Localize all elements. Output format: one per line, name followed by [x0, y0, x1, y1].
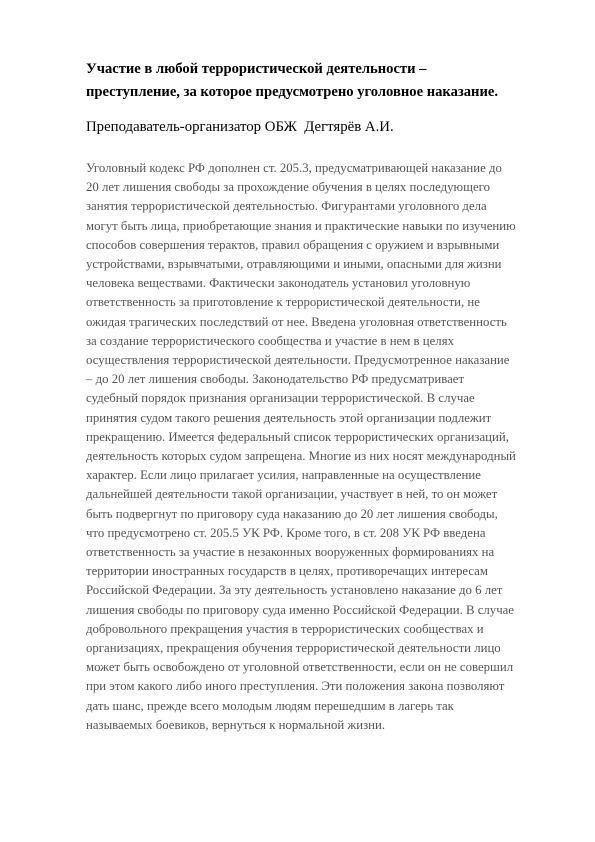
body-line: способов совершения терактов, правил обращения с оружием и взрывными	[86, 237, 500, 252]
body-line: территории иностранных государств в целях, противоречащих интересам	[86, 564, 488, 579]
body-line: принятия судом такого решения деятельность этой организации подлежит	[86, 410, 492, 425]
body-line: характер. Если лицо прилагает усилия, направленные на осуществление	[86, 468, 481, 483]
body-line: может быть освобождено от уголовной ответственности, если он не совершил	[86, 660, 514, 675]
body-line: лишения свободы по приговору суда именно Российской Федерации. В случае	[86, 602, 514, 617]
body-line: 20 лет лишения свободы за прохождение обучения в целях последующего	[86, 180, 490, 195]
author-line: Преподаватель-организатор ОБЖ Дегтярёв А.И.	[86, 119, 394, 135]
body-line: называемых боевиков, вернуться к нормальной жизни.	[86, 717, 386, 732]
title-line: преступление, за которое предусмотрено уголовное наказание.	[86, 84, 498, 100]
body-line: занятия террористической деятельностью. Фигурантами уголовного дела	[86, 199, 487, 214]
body-line: деятельность которых судом запрещена. Многие из них носят международный	[86, 449, 516, 464]
body-line: за создание террористического сообщества и участие в нем в целях	[86, 333, 454, 348]
body-line: что предусмотрено ст. 205.5 УК РФ. Кроме того, в ст. 208 УК РФ введена	[86, 525, 486, 540]
body-line: быть подвергнут по приговору суда наказанию до 20 лет лишения свободы,	[86, 506, 498, 521]
body-line: прекращению. Имеется федеральный список террористических организаций,	[86, 429, 509, 444]
body-line: осуществления террористической деятельности. Предусмотренное наказание	[86, 353, 510, 368]
document-title	[86, 58, 556, 104]
body-line: – до 20 лет лишения свободы. Законодательство РФ предусматривает	[86, 372, 465, 387]
body-line: устройствами, взрывчатыми, отравляющими и иными, опасными для жизни	[86, 257, 502, 272]
body-paragraph	[86, 159, 556, 735]
body-line: человека веществами. Фактически законодатель установил уголовную	[86, 276, 471, 291]
body-line: ответственность за приготовление к террористической деятельности, не	[86, 295, 480, 310]
body-line: дальнейшей деятельности такой организации, участвует в ней, то он может	[86, 487, 498, 502]
body-line: Российской Федерации. За эту деятельность установлено наказание до 6 лет	[86, 583, 503, 598]
body-line: добровольного прекращения участия в террористических сообществах и	[86, 621, 484, 636]
body-line: Уголовный кодекс РФ дополнен ст. 205.3, предусматривающей наказание до	[86, 161, 502, 175]
body-line: организациях, прекращения обучения террористической деятельности лицо	[86, 641, 501, 656]
body-line: могут быть лица, приобретающие знания и практические навыки по изучению	[86, 218, 516, 233]
body-line: судебный порядок признания организации террористической. В случае	[86, 391, 475, 406]
body-line: ожидая трагических последствий от нее. Введена уголовная ответственность	[86, 314, 507, 329]
body-line: ответственность за участие в незаконных вооруженных формированиях на	[86, 545, 495, 560]
title-line: Участие в любой террористической деятельности –	[86, 61, 427, 77]
body-line: дать шанс, прежде всего молодым людям перешедшим в лагерь так	[86, 698, 454, 713]
body-line: при этом какого либо иного преступления. Эти положения закона позволяют	[86, 679, 505, 694]
